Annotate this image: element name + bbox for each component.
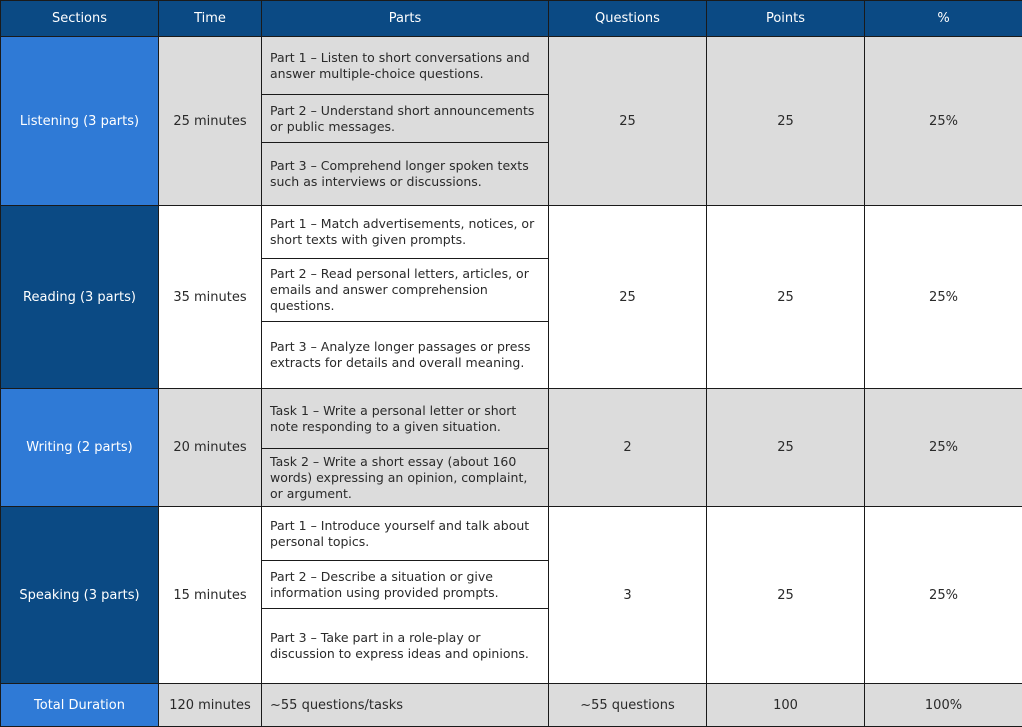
part-cell: Part 2 – Describe a situation or give information using provided prompts. (262, 561, 549, 609)
section-questions: 25 (549, 37, 707, 206)
table-row (1, 389, 1022, 449)
section-questions: 3 (549, 507, 707, 684)
header-time: Time (159, 1, 262, 37)
total-percent: 100% (865, 684, 1022, 727)
part-cell: Part 3 – Take part in a role-play or discussion to express ideas and opinions. (262, 609, 549, 684)
section-time: 20 minutes (159, 389, 262, 507)
total-questions: ~55 questions (549, 684, 707, 727)
total-points: 100 (707, 684, 865, 727)
part-cell: Part 1 – Match advertisements, notices, or short texts with given prompts. (262, 206, 549, 259)
header-percent: % (865, 1, 1022, 37)
section-writing: Writing (2 parts) (1, 389, 159, 507)
section-questions: 25 (549, 206, 707, 389)
section-points: 25 (707, 206, 865, 389)
total-parts: ~55 questions/tasks (262, 684, 549, 727)
part-cell: Part 3 – Comprehend longer spoken texts such as interviews or discussions. (262, 143, 549, 206)
part-cell: Part 1 – Listen to short conversations and answer multiple-choice questions. (262, 37, 549, 95)
section-questions: 2 (549, 389, 707, 507)
section-time: 15 minutes (159, 507, 262, 684)
section-percent: 25% (865, 206, 1022, 389)
section-time: 35 minutes (159, 206, 262, 389)
part-cell: Part 2 – Read personal letters, articles, or emails and answer comprehension questions. (262, 259, 549, 322)
section-percent: 25% (865, 37, 1022, 206)
table-row (1, 206, 1022, 259)
section-points: 25 (707, 507, 865, 684)
table-row (1, 507, 1022, 561)
section-percent: 25% (865, 507, 1022, 684)
section-reading: Reading (3 parts) (1, 206, 159, 389)
section-points: 25 (707, 37, 865, 206)
part-cell: Part 2 – Understand short announcements or public messages. (262, 95, 549, 143)
total-row (1, 684, 1022, 727)
table-row (1, 37, 1022, 95)
section-speaking: Speaking (3 parts) (1, 507, 159, 684)
total-time: 120 minutes (159, 684, 262, 727)
section-listening: Listening (3 parts) (1, 37, 159, 206)
section-percent: 25% (865, 389, 1022, 507)
header-row (1, 1, 1022, 37)
header-sections: Sections (1, 1, 159, 37)
part-cell: Task 1 – Write a personal letter or short note responding to a given situation. (262, 389, 549, 449)
part-cell: Part 3 – Analyze longer passages or press extracts for details and overall meaning. (262, 322, 549, 389)
part-cell: Task 2 – Write a short essay (about 160 words) expressing an opinion, complaint, or argument. (262, 449, 549, 507)
header-parts: Parts (262, 1, 549, 37)
section-points: 25 (707, 389, 865, 507)
total-label: Total Duration (1, 684, 159, 727)
part-cell: Part 1 – Introduce yourself and talk about personal topics. (262, 507, 549, 561)
section-time: 25 minutes (159, 37, 262, 206)
header-questions: Questions (549, 1, 707, 37)
header-points: Points (707, 1, 865, 37)
